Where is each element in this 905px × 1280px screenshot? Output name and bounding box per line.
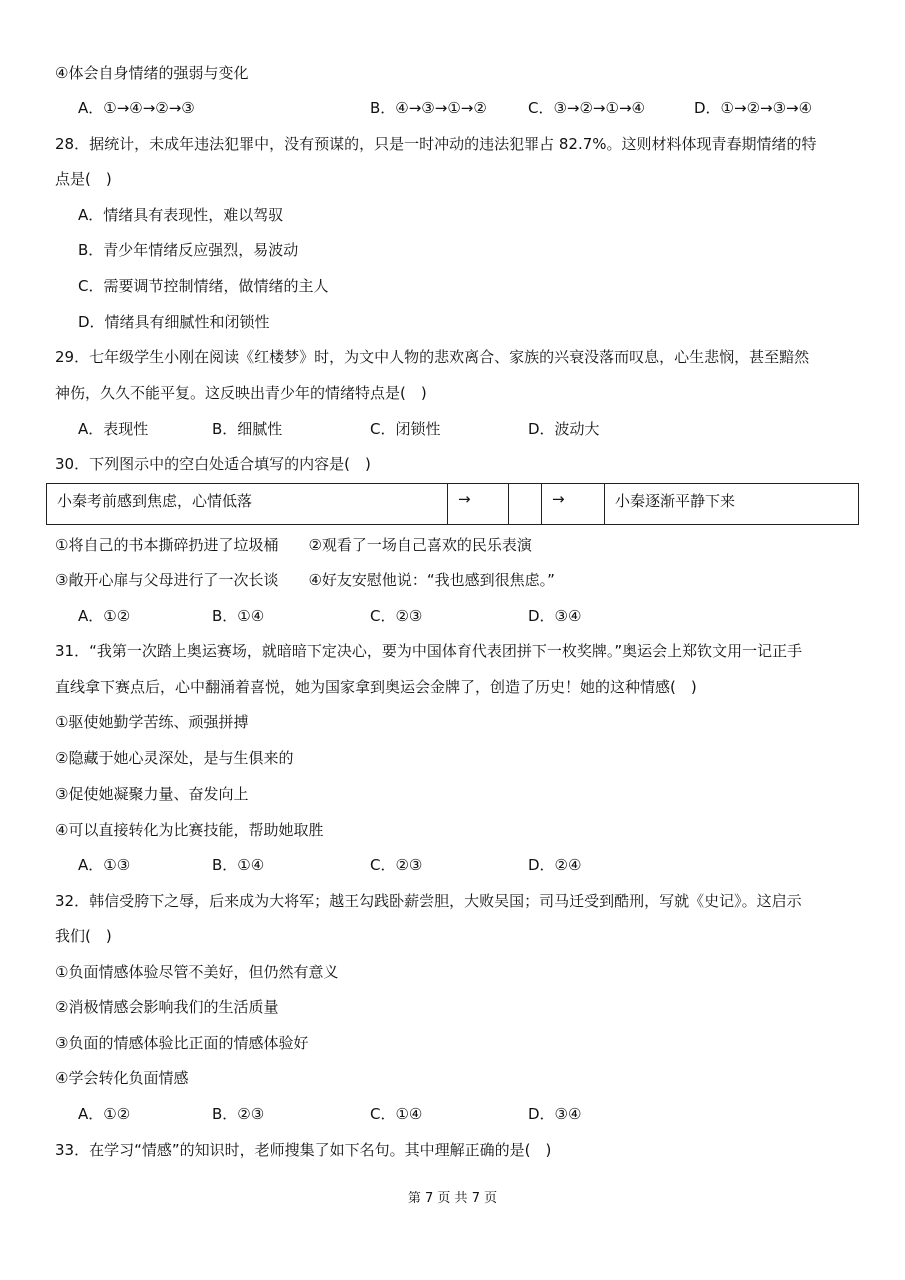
question-29-stem: 29．七年级学生小刚在阅读《红楼梦》时，为文中人物的悲欢离合、家族的兴衰没落而叹息，心生悲悯，甚至黯然 <box>55 348 810 366</box>
question-30-items-1: ①将自己的书本撕碎扔进了垃圾桶 ②观看了一场自己喜欢的民乐表演 <box>55 536 532 554</box>
flow-start-cell: 小秦考前感到焦虑，心情低落 <box>47 484 448 525</box>
question-31-stem: 31．“我第一次踏上奥运赛场，就暗暗下定决心，要为中国体育代表团拼下一枚奖牌。”奥运会上郑钦文用一记正手 <box>55 642 803 660</box>
option-d: D．③④ <box>528 607 582 625</box>
question-31-item: ③促使她凝聚力量、奋发向上 <box>55 785 249 803</box>
option-b: B．②③ <box>212 1105 265 1123</box>
question-28-stem-cont: 点是( ) <box>55 170 112 188</box>
flow-blank-cell <box>509 484 542 525</box>
question-31-stem-cont: 直线拿下赛点后，心中翻涌着喜悦，她为国家拿到奥运会金牌了，创造了历史！她的这种情感( ) <box>55 678 697 696</box>
option-d: D．①→②→③→④ <box>694 99 813 117</box>
option-d: D．情绪具有细腻性和闭锁性 <box>78 313 270 331</box>
option-b: B．细腻性 <box>212 420 283 438</box>
question-31-item: ④可以直接转化为比赛技能，帮助她取胜 <box>55 821 324 839</box>
question-32-stem-cont: 我们( ) <box>55 927 112 945</box>
option-c: C．③→②→①→④ <box>528 99 645 117</box>
question-32-item: ③负面的情感体验比正面的情感体验好 <box>55 1034 309 1052</box>
question-32-item: ④学会转化负面情感 <box>55 1069 189 1087</box>
question-29-stem-cont: 神伤，久久不能平复。这反映出青少年的情绪特点是( ) <box>55 384 427 402</box>
question-31-item: ②隐藏于她心灵深处，是与生俱来的 <box>55 749 294 767</box>
option-b: B．①④ <box>212 607 265 625</box>
flow-arrow-icon: → <box>448 484 509 525</box>
page-footer: 第 7 页 共 7 页 <box>407 1191 498 1206</box>
option-b: B．④→③→①→② <box>370 99 487 117</box>
option-a: A．表现性 <box>78 420 149 438</box>
option-c: C．②③ <box>370 607 423 625</box>
flow-arrow-icon: → <box>542 484 605 525</box>
question-28-stem: 28．据统计，未成年违法犯罪中，没有预谋的，只是一时冲动的违法犯罪占 82.7%。这则材料体现青春期情绪的特 <box>55 135 817 153</box>
question-30-stem: 30．下列图示中的空白处适合填写的内容是( ) <box>55 455 371 473</box>
option-a: A．①② <box>78 1105 131 1123</box>
option-a: A．①② <box>78 607 131 625</box>
question-33-stem: 33．在学习“情感”的知识时，老师搜集了如下名句。其中理解正确的是( ) <box>55 1141 552 1159</box>
option-a: A．①③ <box>78 856 131 874</box>
option-a: A．①→④→②→③ <box>78 99 195 117</box>
question-30-items-2: ③敞开心扉与父母进行了一次长谈 ④好友安慰他说：“我也感到很焦虑。” <box>55 571 555 589</box>
option-b: B．青少年情绪反应强烈，易波动 <box>78 241 299 259</box>
option-c: C．闭锁性 <box>370 420 441 438</box>
option-a: A．情绪具有表现性，难以驾驭 <box>78 206 284 224</box>
option-d: D．②④ <box>528 856 582 874</box>
question-31-item: ①驱使她勤学苦练、顽强拼搏 <box>55 713 249 731</box>
flow-end-cell: 小秦逐渐平静下来 <box>605 484 859 525</box>
option-c: C．需要调节控制情绪，做情绪的主人 <box>78 277 329 295</box>
option-b: B．①④ <box>212 856 265 874</box>
question-32-stem: 32．韩信受胯下之辱，后来成为大将军；越王勾践卧薪尝胆，大败吴国；司马迁受到酷刑，写就《史记》。这启示 <box>55 892 802 910</box>
option-c: C．①④ <box>370 1105 423 1123</box>
flow-diagram-table <box>46 483 859 525</box>
question-32-item: ①负面情感体验尽管不美好，但仍然有意义 <box>55 963 339 981</box>
option-d: D．波动大 <box>528 420 600 438</box>
item-4-text: ④体会自身情绪的强弱与变化 <box>55 64 249 82</box>
option-d: D．③④ <box>528 1105 582 1123</box>
option-c: C．②③ <box>370 856 423 874</box>
question-32-item: ②消极情感会影响我们的生活质量 <box>55 998 279 1016</box>
